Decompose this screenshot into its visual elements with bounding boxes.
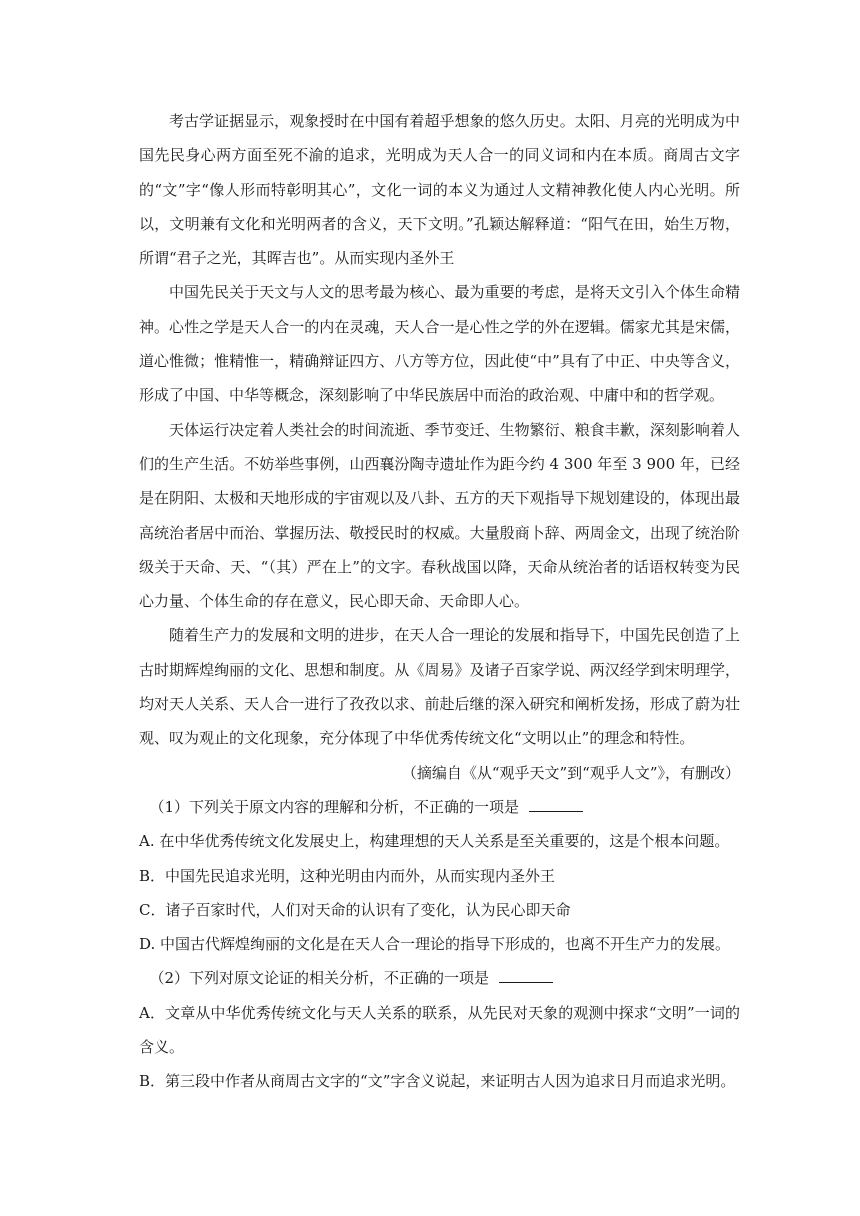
q1-option-b: B．中国先民追求光明，这种光明由内而外，从而实现内圣外王	[139, 866, 556, 885]
question-1	[139, 790, 740, 824]
answer-blank-2	[499, 969, 553, 983]
q1-option-d: D. 中国古代辉煌绚丽的文化是在天人合一理论的指导下形成的，也离不开生产力的发展。	[139, 935, 731, 954]
paragraph-2: 中国先民关于天文与人文的思考最为核心、最为重要的考虑，是将天文引入个体生命精神。心性之学是天人合一的内在灵魂，天人合一是心性之学的外在逻辑。儒家尤其是宋儒，道心惟微；惟精惟一，精确辩证四方、八方等方位，因此使“中”具有了中正、中央等含义，形成了中国、中华等概念，深刻影响了中华民族居中而治的政治观、中庸中和的哲学观。	[139, 283, 740, 405]
source-citation: （摘编自《从“观乎天文”到“观乎人文”》，有删改）	[401, 763, 740, 782]
question-1-prompt: （1）下列关于原文内容的理解和分析，不正确的一项是	[149, 797, 520, 816]
paragraph-4: 随着生产力的发展和文明的进步，在天人合一理论的发展和指导下，中国先民创造了上古时期辉煌绚丽的文化、思想和制度。从《周易》及诸子百家学说、两汉经学到宋明理学，均对天人关系、天人合一进行了孜孜以求、前赴后继的深入研究和阐析发扬，形成了蔚为壮观、叹为观止的文化现象，充分体现了中华优秀传统文化“文明以止”的理念和特性。	[139, 626, 740, 748]
answer-blank-1	[529, 798, 583, 812]
paragraph-3: 天体运行决定着人类社会的时间流逝、季节变迁、生物繁衍、粮食丰歉，深刻影响着人们的生产生活。不妨举些事例，山西襄汾陶寺遗址作为距今约 4 300 年至 3 900 年，已经是在阴阳、太极和天地形成的宇宙观以及八卦、五方的天下观指导下规划建设的，体现出最高统治者居中而治、掌握历法、敬授民时的权威。大量殷商卜辞、两周金文，出现了统治阶级关于天命、天、“（其）严在上”的文字。春秋战国以降，天命从统治者的话语权转变为民心力量、个体生命的存在意义，民心即天命、天命即人心。	[139, 420, 740, 611]
q1-option-a: A. 在中华优秀传统文化发展史上，构建理想的天人关系是至关重要的，这是个根本问题。	[139, 832, 730, 851]
question-2-prompt: （2）下列对原文论证的相关分析，不正确的一项是	[149, 969, 490, 988]
question-2	[139, 961, 740, 995]
q1-option-c: C．诸子百家时代，人们对天命的认识有了变化，认为民心即天命	[139, 900, 571, 919]
q2-option-a: A．文章从中华优秀传统文化与天人关系的联系，从先民对天象的观测中探求“文明”一词的含义。	[139, 1003, 740, 1057]
q2-option-b: B．第三段中作者从商周古文字的“文”字含义说起，来证明古人因为追求日月而追求光明。	[139, 1072, 736, 1091]
paragraph-1: 考古学证据显示，观象授时在中国有着超乎想象的悠久历史。太阳、月亮的光明成为中国先民身心两方面至死不渝的追求，光明成为天人合一的同义词和内在本质。商周古文字的“文”字“像人形而特彰明其心”，文化一词的本义为通过人文精神教化使人内心光明。所以，文明兼有文化和光明两者的含义，天下文明。”孔颖达解释道：“阳气在田，始生万物，所谓“君子之光，其晖吉也”。从而实现内圣外王	[139, 112, 740, 268]
